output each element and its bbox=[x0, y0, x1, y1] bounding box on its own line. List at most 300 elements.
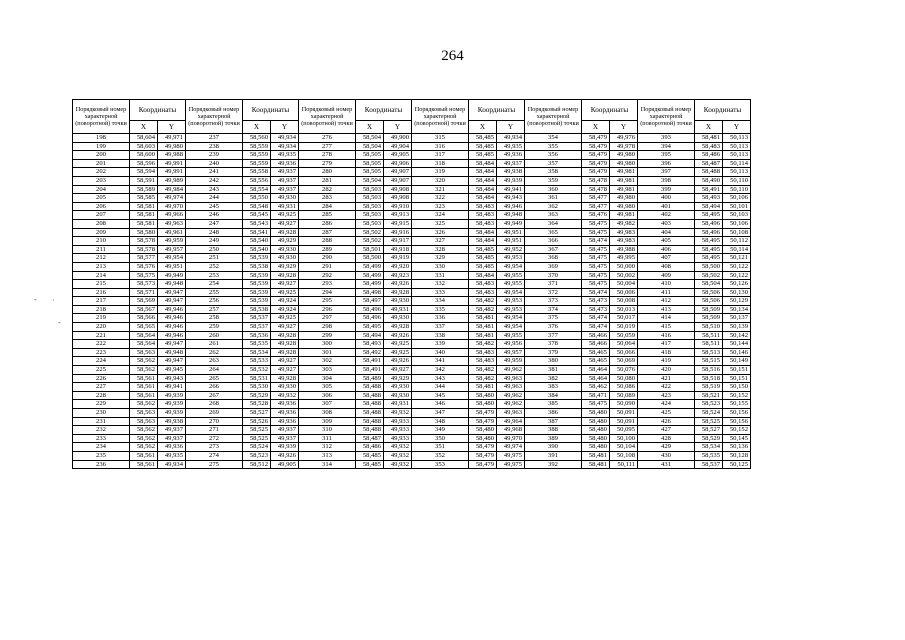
table-row bbox=[73, 305, 751, 314]
y-coordinate-cell: 49,948 bbox=[158, 280, 186, 289]
x-coordinate-cell: 58,478 bbox=[582, 185, 610, 194]
point-number-cell: 304 bbox=[299, 374, 356, 383]
y-coordinate-cell: 50,017 bbox=[610, 314, 638, 323]
page-number: 264 bbox=[441, 48, 464, 64]
y-coordinate-cell: 49,937 bbox=[271, 434, 299, 443]
point-number-cell: 355 bbox=[525, 142, 582, 151]
point-number-cell: 361 bbox=[525, 194, 582, 203]
table-row bbox=[73, 176, 751, 185]
y-coordinate-cell: 50,110 bbox=[723, 185, 751, 194]
x-coordinate-cell: 58,534 bbox=[243, 348, 271, 357]
y-coordinate-cell: 50,013 bbox=[610, 305, 638, 314]
y-coordinate-cell: 49,933 bbox=[384, 417, 412, 426]
y-coordinate-cell: 49,974 bbox=[497, 443, 525, 452]
x-coordinate-cell: 58,504 bbox=[356, 176, 384, 185]
x-coordinate-cell: 58,479 bbox=[469, 460, 497, 469]
y-coordinate-cell: 50,113 bbox=[723, 142, 751, 151]
y-coordinate-cell: 49,937 bbox=[158, 434, 186, 443]
point-number-cell: 421 bbox=[638, 374, 695, 383]
y-column-header: Y bbox=[497, 121, 525, 134]
x-coordinate-cell: 58,475 bbox=[582, 271, 610, 280]
x-coordinate-cell: 58,537 bbox=[695, 460, 723, 469]
y-coordinate-cell: 50,152 bbox=[723, 391, 751, 400]
y-coordinate-cell: 50,108 bbox=[723, 228, 751, 237]
x-coordinate-cell: 58,475 bbox=[582, 254, 610, 263]
y-coordinate-cell: 49,931 bbox=[384, 305, 412, 314]
point-number-cell: 208 bbox=[73, 219, 130, 228]
x-coordinate-cell: 58,493 bbox=[695, 194, 723, 203]
x-coordinate-cell: 58,578 bbox=[130, 245, 158, 254]
point-number-cell: 234 bbox=[73, 443, 130, 452]
x-coordinate-cell: 58,488 bbox=[356, 400, 384, 409]
x-coordinate-cell: 58,494 bbox=[695, 202, 723, 211]
table-row bbox=[73, 314, 751, 323]
point-number-cell: 242 bbox=[186, 176, 243, 185]
x-coordinate-cell: 58,503 bbox=[356, 185, 384, 194]
x-coordinate-cell: 58,479 bbox=[469, 417, 497, 426]
y-coordinate-cell: 49,981 bbox=[610, 211, 638, 220]
point-number-cell: 425 bbox=[638, 409, 695, 418]
x-coordinate-cell: 58,496 bbox=[695, 219, 723, 228]
x-coordinate-cell: 58,474 bbox=[582, 288, 610, 297]
point-number-cell: 267 bbox=[186, 391, 243, 400]
x-coordinate-cell: 58,482 bbox=[469, 297, 497, 306]
y-coordinate-cell: 49,975 bbox=[497, 451, 525, 460]
point-number-cell: 311 bbox=[299, 434, 356, 443]
y-coordinate-cell: 49,904 bbox=[384, 142, 412, 151]
point-number-cell: 321 bbox=[412, 185, 469, 194]
x-coordinate-cell: 58,600 bbox=[130, 151, 158, 160]
x-coordinate-cell: 58,566 bbox=[130, 314, 158, 323]
point-number-cell: 293 bbox=[299, 280, 356, 289]
y-coordinate-cell: 49,932 bbox=[384, 451, 412, 460]
x-coordinate-cell: 58,562 bbox=[130, 434, 158, 443]
y-coordinate-cell: 49,962 bbox=[497, 400, 525, 409]
table-row bbox=[73, 331, 751, 340]
point-number-cell: 388 bbox=[525, 426, 582, 435]
point-number-cell: 204 bbox=[73, 185, 130, 194]
x-coordinate-cell: 58,506 bbox=[695, 297, 723, 306]
point-number-cell: 400 bbox=[638, 194, 695, 203]
x-coordinate-cell: 58,474 bbox=[582, 323, 610, 332]
x-coordinate-cell: 58,556 bbox=[243, 176, 271, 185]
y-coordinate-cell: 50,122 bbox=[723, 271, 751, 280]
point-number-cell: 265 bbox=[186, 374, 243, 383]
y-coordinate-cell: 50,137 bbox=[723, 314, 751, 323]
y-coordinate-cell: 49,964 bbox=[497, 417, 525, 426]
point-number-cell: 303 bbox=[299, 366, 356, 375]
x-coordinate-cell: 58,537 bbox=[243, 314, 271, 323]
table-row bbox=[73, 391, 751, 400]
coordinates-header: Координаты bbox=[469, 100, 525, 121]
x-coordinate-cell: 58,478 bbox=[582, 176, 610, 185]
y-coordinate-cell: 50,089 bbox=[610, 391, 638, 400]
x-coordinate-cell: 58,499 bbox=[356, 271, 384, 280]
x-coordinate-cell: 58,482 bbox=[469, 374, 497, 383]
point-number-cell: 283 bbox=[299, 194, 356, 203]
x-coordinate-cell: 58,492 bbox=[356, 348, 384, 357]
y-coordinate-cell: 49,928 bbox=[271, 228, 299, 237]
point-number-cell: 423 bbox=[638, 391, 695, 400]
x-coordinate-cell: 58,480 bbox=[582, 409, 610, 418]
y-coordinate-cell: 49,939 bbox=[271, 443, 299, 452]
x-coordinate-cell: 58,464 bbox=[582, 366, 610, 375]
point-number-cell: 414 bbox=[638, 314, 695, 323]
point-number-cell: 284 bbox=[299, 202, 356, 211]
y-coordinate-cell: 49,983 bbox=[610, 237, 638, 246]
margin-mark: - bbox=[58, 318, 61, 327]
y-column-header: Y bbox=[158, 121, 186, 134]
y-coordinate-cell: 50,004 bbox=[610, 280, 638, 289]
x-coordinate-cell: 58,562 bbox=[130, 426, 158, 435]
x-coordinate-cell: 58,481 bbox=[582, 451, 610, 460]
y-coordinate-cell: 49,946 bbox=[158, 323, 186, 332]
y-coordinate-cell: 49,959 bbox=[497, 357, 525, 366]
x-coordinate-cell: 58,559 bbox=[243, 159, 271, 168]
point-number-header: Порядковый номер характерной (поворотной) точки bbox=[299, 100, 356, 134]
x-coordinate-cell: 58,561 bbox=[130, 451, 158, 460]
point-number-cell: 416 bbox=[638, 331, 695, 340]
point-number-cell: 239 bbox=[186, 151, 243, 160]
x-coordinate-cell: 58,539 bbox=[243, 288, 271, 297]
y-coordinate-cell: 49,915 bbox=[384, 219, 412, 228]
y-coordinate-cell: 49,995 bbox=[610, 254, 638, 263]
table-row bbox=[73, 383, 751, 392]
y-coordinate-cell: 50,114 bbox=[723, 245, 751, 254]
y-coordinate-cell: 49,980 bbox=[610, 194, 638, 203]
point-number-cell: 377 bbox=[525, 331, 582, 340]
y-coordinate-cell: 49,937 bbox=[271, 426, 299, 435]
y-coordinate-cell: 49,948 bbox=[497, 211, 525, 220]
y-coordinate-cell: 49,930 bbox=[384, 314, 412, 323]
x-coordinate-cell: 58,495 bbox=[356, 323, 384, 332]
y-coordinate-cell: 49,936 bbox=[497, 151, 525, 160]
x-coordinate-cell: 58,505 bbox=[356, 168, 384, 177]
y-coordinate-cell: 49,927 bbox=[271, 357, 299, 366]
point-number-cell: 233 bbox=[73, 434, 130, 443]
x-coordinate-cell: 58,482 bbox=[469, 366, 497, 375]
x-coordinate-cell: 58,561 bbox=[130, 374, 158, 383]
x-coordinate-cell: 58,476 bbox=[582, 211, 610, 220]
x-coordinate-cell: 58,527 bbox=[243, 409, 271, 418]
y-coordinate-cell: 49,991 bbox=[158, 168, 186, 177]
y-coordinate-cell: 50,108 bbox=[610, 451, 638, 460]
x-coordinate-cell: 58,589 bbox=[130, 185, 158, 194]
point-number-cell: 366 bbox=[525, 237, 582, 246]
y-coordinate-cell: 49,923 bbox=[384, 271, 412, 280]
x-coordinate-cell: 58,561 bbox=[130, 391, 158, 400]
x-coordinate-cell: 58,518 bbox=[695, 374, 723, 383]
x-coordinate-cell: 58,529 bbox=[243, 391, 271, 400]
point-number-cell: 214 bbox=[73, 271, 130, 280]
point-number-cell: 257 bbox=[186, 305, 243, 314]
point-number-cell: 278 bbox=[299, 151, 356, 160]
y-coordinate-cell: 49,936 bbox=[271, 409, 299, 418]
y-coordinate-cell: 49,951 bbox=[497, 228, 525, 237]
point-number-cell: 312 bbox=[299, 443, 356, 452]
point-number-cell: 343 bbox=[412, 374, 469, 383]
point-number-cell: 247 bbox=[186, 219, 243, 228]
x-coordinate-cell: 58,509 bbox=[695, 305, 723, 314]
x-coordinate-cell: 58,505 bbox=[356, 151, 384, 160]
x-coordinate-cell: 58,505 bbox=[356, 159, 384, 168]
y-coordinate-cell: 49,928 bbox=[271, 348, 299, 357]
y-coordinate-cell: 49,928 bbox=[271, 331, 299, 340]
point-number-cell: 232 bbox=[73, 426, 130, 435]
y-coordinate-cell: 49,926 bbox=[271, 451, 299, 460]
point-number-cell: 287 bbox=[299, 228, 356, 237]
y-coordinate-cell: 49,946 bbox=[158, 331, 186, 340]
point-number-cell: 316 bbox=[412, 142, 469, 151]
point-number-cell: 387 bbox=[525, 417, 582, 426]
x-coordinate-cell: 58,532 bbox=[243, 366, 271, 375]
x-coordinate-cell: 58,475 bbox=[582, 228, 610, 237]
point-number-header: Порядковый номер характерной (поворотной) точки bbox=[73, 100, 130, 134]
x-coordinate-cell: 58,482 bbox=[469, 340, 497, 349]
point-number-cell: 200 bbox=[73, 151, 130, 160]
point-number-cell: 272 bbox=[186, 434, 243, 443]
x-coordinate-cell: 58,536 bbox=[243, 331, 271, 340]
point-number-cell: 274 bbox=[186, 451, 243, 460]
point-number-cell: 420 bbox=[638, 366, 695, 375]
y-coordinate-cell: 49,963 bbox=[497, 374, 525, 383]
x-coordinate-cell: 58,564 bbox=[130, 331, 158, 340]
x-coordinate-cell: 58,525 bbox=[243, 426, 271, 435]
y-coordinate-cell: 50,002 bbox=[610, 271, 638, 280]
x-coordinate-cell: 58,530 bbox=[243, 383, 271, 392]
x-coordinate-cell: 58,479 bbox=[469, 409, 497, 418]
x-coordinate-cell: 58,537 bbox=[243, 323, 271, 332]
x-coordinate-cell: 58,541 bbox=[243, 228, 271, 237]
x-column-header: X bbox=[582, 121, 610, 134]
y-coordinate-cell: 49,954 bbox=[158, 254, 186, 263]
x-coordinate-cell: 58,501 bbox=[356, 245, 384, 254]
point-number-cell: 347 bbox=[412, 409, 469, 418]
x-coordinate-cell: 58,540 bbox=[243, 245, 271, 254]
y-coordinate-cell: 49,976 bbox=[610, 134, 638, 143]
y-coordinate-cell: 49,988 bbox=[610, 245, 638, 254]
point-number-cell: 339 bbox=[412, 340, 469, 349]
y-coordinate-cell: 49,900 bbox=[384, 134, 412, 143]
point-number-cell: 365 bbox=[525, 228, 582, 237]
y-coordinate-cell: 50,151 bbox=[723, 374, 751, 383]
x-coordinate-cell: 58,466 bbox=[582, 331, 610, 340]
point-number-cell: 315 bbox=[412, 134, 469, 143]
point-number-header: Порядковый номер характерной (поворотной) точки bbox=[638, 100, 695, 134]
table-row bbox=[73, 400, 751, 409]
y-coordinate-cell: 49,928 bbox=[271, 340, 299, 349]
point-number-cell: 428 bbox=[638, 434, 695, 443]
x-coordinate-cell: 58,488 bbox=[356, 383, 384, 392]
y-coordinate-cell: 49,931 bbox=[384, 400, 412, 409]
point-number-cell: 264 bbox=[186, 366, 243, 375]
x-coordinate-cell: 58,483 bbox=[469, 280, 497, 289]
point-number-cell: 410 bbox=[638, 280, 695, 289]
y-coordinate-cell: 49,980 bbox=[610, 159, 638, 168]
y-coordinate-cell: 49,962 bbox=[497, 366, 525, 375]
point-number-cell: 409 bbox=[638, 271, 695, 280]
x-coordinate-cell: 58,603 bbox=[130, 142, 158, 151]
x-coordinate-cell: 58,525 bbox=[695, 417, 723, 426]
point-number-cell: 245 bbox=[186, 202, 243, 211]
y-coordinate-cell: 49,953 bbox=[497, 297, 525, 306]
y-coordinate-cell: 49,975 bbox=[497, 460, 525, 469]
coordinates-table bbox=[72, 99, 751, 469]
point-number-cell: 209 bbox=[73, 228, 130, 237]
x-coordinate-cell: 58,516 bbox=[695, 366, 723, 375]
table-row bbox=[73, 237, 751, 246]
x-coordinate-cell: 58,475 bbox=[582, 245, 610, 254]
y-coordinate-cell: 49,941 bbox=[158, 383, 186, 392]
y-coordinate-cell: 49,906 bbox=[384, 159, 412, 168]
y-coordinate-cell: 49,934 bbox=[497, 134, 525, 143]
y-coordinate-cell: 50,090 bbox=[610, 400, 638, 409]
x-coordinate-cell: 58,491 bbox=[356, 357, 384, 366]
y-coordinate-cell: 49,935 bbox=[158, 451, 186, 460]
y-coordinate-cell: 49,924 bbox=[271, 297, 299, 306]
point-number-cell: 329 bbox=[412, 254, 469, 263]
y-coordinate-cell: 49,963 bbox=[158, 219, 186, 228]
point-number-cell: 326 bbox=[412, 228, 469, 237]
x-coordinate-cell: 58,484 bbox=[469, 228, 497, 237]
point-number-cell: 405 bbox=[638, 237, 695, 246]
y-coordinate-cell: 50,136 bbox=[723, 443, 751, 452]
y-coordinate-cell: 49,954 bbox=[497, 262, 525, 271]
table-row bbox=[73, 434, 751, 443]
y-coordinate-cell: 50,146 bbox=[723, 348, 751, 357]
x-coordinate-cell: 58,503 bbox=[356, 219, 384, 228]
x-coordinate-cell: 58,485 bbox=[469, 134, 497, 143]
point-number-cell: 427 bbox=[638, 426, 695, 435]
point-number-cell: 393 bbox=[638, 134, 695, 143]
x-coordinate-cell: 58,477 bbox=[582, 194, 610, 203]
point-number-cell: 342 bbox=[412, 366, 469, 375]
point-number-cell: 406 bbox=[638, 245, 695, 254]
point-number-cell: 290 bbox=[299, 254, 356, 263]
point-number-cell: 220 bbox=[73, 323, 130, 332]
x-coordinate-cell: 58,487 bbox=[695, 159, 723, 168]
y-coordinate-cell: 49,932 bbox=[384, 409, 412, 418]
y-coordinate-cell: 49,937 bbox=[271, 185, 299, 194]
point-number-cell: 224 bbox=[73, 357, 130, 366]
table-row bbox=[73, 451, 751, 460]
y-coordinate-cell: 49,961 bbox=[158, 228, 186, 237]
point-number-cell: 431 bbox=[638, 460, 695, 469]
y-coordinate-cell: 49,925 bbox=[271, 288, 299, 297]
y-coordinate-cell: 49,953 bbox=[497, 254, 525, 263]
x-coordinate-cell: 58,559 bbox=[243, 142, 271, 151]
x-coordinate-cell: 58,497 bbox=[356, 297, 384, 306]
x-coordinate-cell: 58,480 bbox=[582, 426, 610, 435]
table-row bbox=[73, 374, 751, 383]
x-coordinate-cell: 58,581 bbox=[130, 219, 158, 228]
x-coordinate-cell: 58,480 bbox=[469, 426, 497, 435]
x-coordinate-cell: 58,482 bbox=[469, 305, 497, 314]
y-coordinate-cell: 49,980 bbox=[610, 202, 638, 211]
point-number-cell: 341 bbox=[412, 357, 469, 366]
y-coordinate-cell: 49,937 bbox=[497, 159, 525, 168]
point-number-cell: 348 bbox=[412, 417, 469, 426]
point-number-cell: 392 bbox=[525, 460, 582, 469]
x-coordinate-cell: 58,503 bbox=[356, 194, 384, 203]
table-row bbox=[73, 194, 751, 203]
y-coordinate-cell: 50,150 bbox=[723, 383, 751, 392]
point-number-cell: 356 bbox=[525, 151, 582, 160]
point-number-cell: 252 bbox=[186, 262, 243, 271]
y-coordinate-cell: 50,152 bbox=[723, 426, 751, 435]
x-coordinate-cell: 58,545 bbox=[243, 211, 271, 220]
point-number-cell: 263 bbox=[186, 357, 243, 366]
point-number-cell: 399 bbox=[638, 185, 695, 194]
y-coordinate-cell: 49,927 bbox=[271, 323, 299, 332]
y-coordinate-cell: 49,971 bbox=[158, 134, 186, 143]
x-coordinate-cell: 58,578 bbox=[130, 237, 158, 246]
y-coordinate-cell: 50,069 bbox=[610, 357, 638, 366]
point-number-cell: 308 bbox=[299, 409, 356, 418]
point-number-cell: 407 bbox=[638, 254, 695, 263]
point-number-cell: 199 bbox=[73, 142, 130, 151]
point-number-cell: 210 bbox=[73, 237, 130, 246]
x-coordinate-cell: 58,581 bbox=[130, 202, 158, 211]
x-coordinate-cell: 58,543 bbox=[243, 219, 271, 228]
y-coordinate-cell: 49,925 bbox=[271, 314, 299, 323]
point-number-cell: 354 bbox=[525, 134, 582, 143]
y-coordinate-cell: 49,934 bbox=[271, 134, 299, 143]
y-coordinate-cell: 49,974 bbox=[158, 194, 186, 203]
y-coordinate-cell: 50,134 bbox=[723, 305, 751, 314]
x-coordinate-cell: 58,596 bbox=[130, 159, 158, 168]
y-coordinate-cell: 50,129 bbox=[723, 297, 751, 306]
x-coordinate-cell: 58,475 bbox=[582, 262, 610, 271]
x-coordinate-cell: 58,485 bbox=[469, 254, 497, 263]
point-number-cell: 357 bbox=[525, 159, 582, 168]
x-coordinate-cell: 58,524 bbox=[243, 443, 271, 452]
x-coordinate-cell: 58,483 bbox=[695, 142, 723, 151]
y-coordinate-cell: 49,939 bbox=[158, 400, 186, 409]
y-coordinate-cell: 49,938 bbox=[497, 168, 525, 177]
x-coordinate-cell: 58,484 bbox=[469, 176, 497, 185]
x-coordinate-cell: 58,473 bbox=[582, 305, 610, 314]
x-coordinate-cell: 58,562 bbox=[130, 357, 158, 366]
x-coordinate-cell: 58,569 bbox=[130, 297, 158, 306]
table-row bbox=[73, 254, 751, 263]
x-coordinate-cell: 58,523 bbox=[695, 400, 723, 409]
point-number-cell: 246 bbox=[186, 211, 243, 220]
x-coordinate-cell: 58,484 bbox=[469, 168, 497, 177]
x-coordinate-cell: 58,540 bbox=[243, 237, 271, 246]
x-coordinate-cell: 58,511 bbox=[695, 331, 723, 340]
point-number-cell: 384 bbox=[525, 391, 582, 400]
y-coordinate-cell: 49,930 bbox=[271, 254, 299, 263]
x-coordinate-cell: 58,479 bbox=[469, 443, 497, 452]
point-number-cell: 419 bbox=[638, 357, 695, 366]
point-number-cell: 380 bbox=[525, 357, 582, 366]
x-coordinate-cell: 58,527 bbox=[695, 426, 723, 435]
x-coordinate-cell: 58,486 bbox=[695, 151, 723, 160]
x-coordinate-cell: 58,496 bbox=[356, 314, 384, 323]
y-coordinate-cell: 49,935 bbox=[271, 151, 299, 160]
point-number-cell: 350 bbox=[412, 434, 469, 443]
point-number-cell: 244 bbox=[186, 194, 243, 203]
x-coordinate-cell: 58,471 bbox=[582, 391, 610, 400]
y-coordinate-cell: 49,981 bbox=[610, 176, 638, 185]
point-number-cell: 225 bbox=[73, 366, 130, 375]
point-number-cell: 212 bbox=[73, 254, 130, 263]
y-coordinate-cell: 50,103 bbox=[723, 211, 751, 220]
y-coordinate-cell: 49,927 bbox=[384, 366, 412, 375]
y-coordinate-cell: 49,947 bbox=[158, 288, 186, 297]
x-coordinate-cell: 58,499 bbox=[356, 262, 384, 271]
